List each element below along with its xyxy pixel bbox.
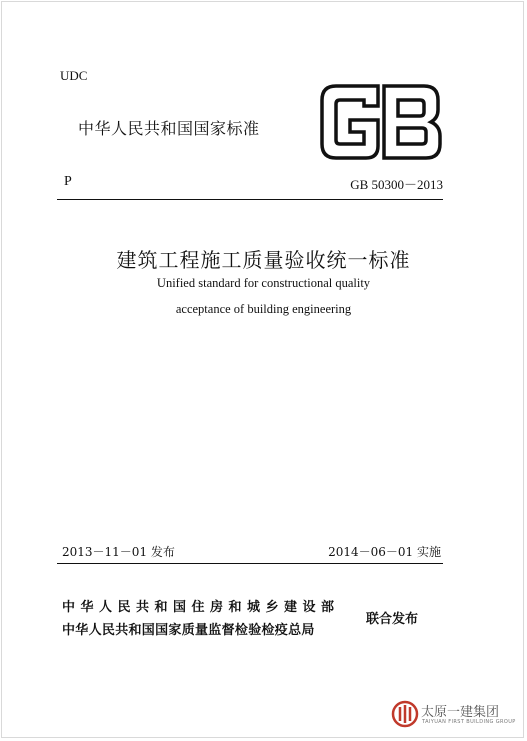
top-divider xyxy=(57,199,443,200)
classification-code: P xyxy=(64,174,72,189)
issue-date: 2013－11－01 发布 xyxy=(62,545,175,559)
gb-standard-logo xyxy=(318,82,444,162)
udc-label: UDC xyxy=(60,68,88,83)
gb-letter-g xyxy=(322,86,378,158)
title-english-line1: Unified standard for constructional quality xyxy=(156,276,371,290)
standard-number: GB 50300－2013 xyxy=(350,177,443,192)
gb-letter-b xyxy=(384,86,440,158)
watermark-company-english: TAIYUAN FIRST BUILDING GROUP xyxy=(422,719,516,725)
title-english-line2: acceptance of building engineering xyxy=(175,302,352,316)
company-logo-icon xyxy=(391,699,419,729)
company-watermark xyxy=(391,697,521,733)
authority-ministry-housing: 中华人民共和国住房和城乡建设部 xyxy=(62,600,340,615)
title-chinese: 建筑工程施工质量验收统一标准 xyxy=(116,248,411,272)
authority-aqsiq: 中华人民共和国国家质量监督检验检疫总局 xyxy=(62,623,315,638)
issuer-line: 中华人民共和国国家标准 xyxy=(78,119,260,138)
joint-issue-label: 联合发布 xyxy=(366,612,419,627)
watermark-company-name: 太原一建集团 xyxy=(421,705,500,720)
effective-date: 2014－06－01 实施 xyxy=(328,545,441,559)
bottom-divider xyxy=(57,563,443,564)
